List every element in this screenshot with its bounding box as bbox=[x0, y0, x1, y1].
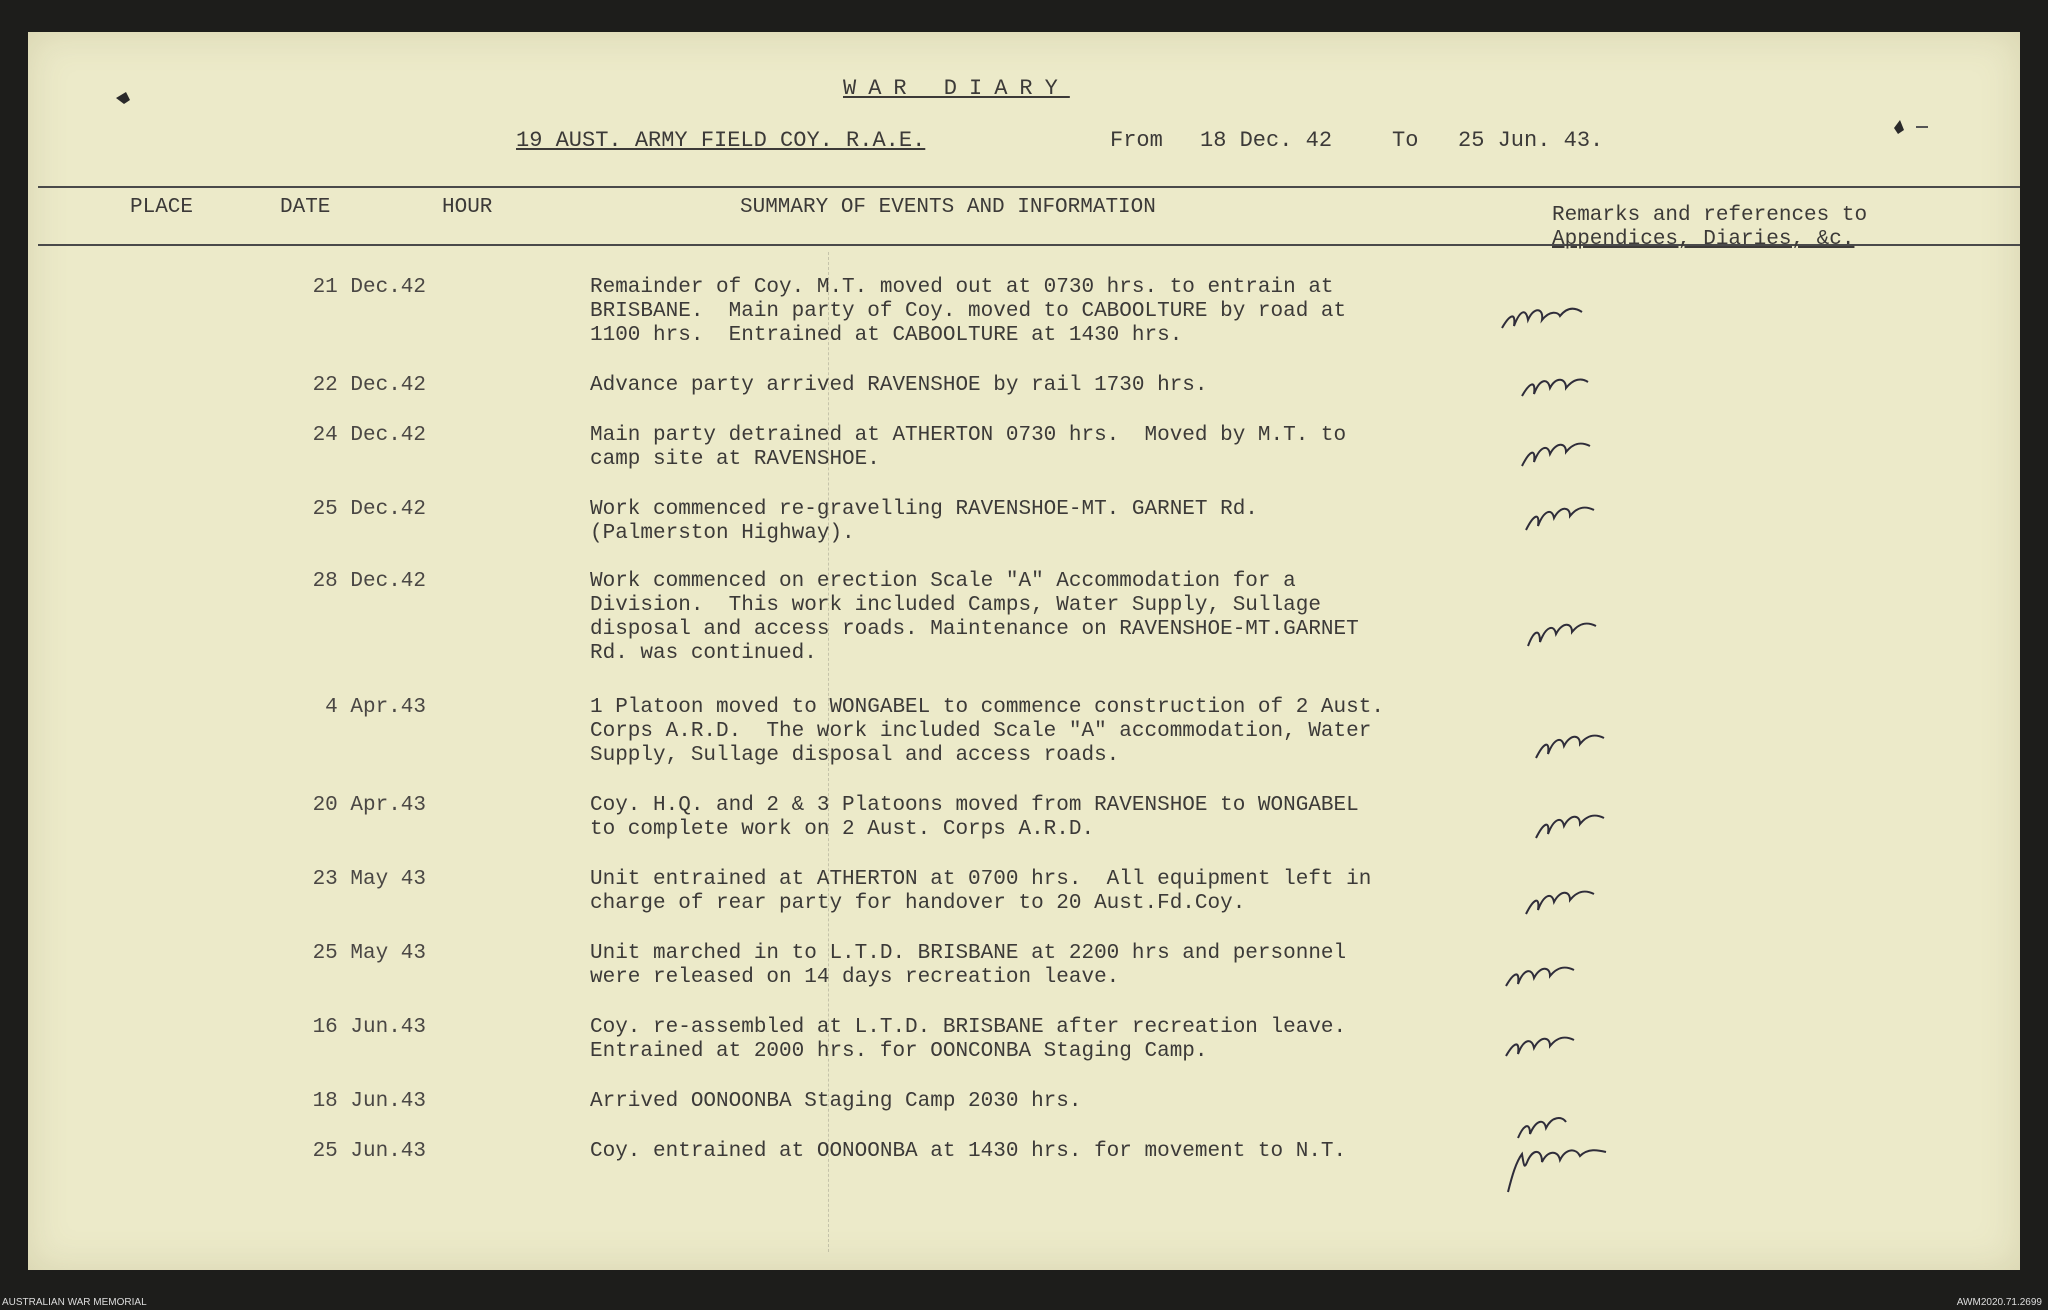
entry-date: 16 Jun.43 bbox=[312, 1016, 426, 1039]
handwritten-initials bbox=[1502, 1026, 1592, 1072]
entry-text: Main party detrained at ATHERTON 0730 hrs. Moved by M.T. to camp site at RAVENSHOE. bbox=[590, 424, 1347, 471]
entry-date: 23 May 43 bbox=[312, 868, 426, 891]
entry-text: Advance party arrived RAVENSHOE by rail 1730 hrs. bbox=[590, 374, 1208, 397]
column-remarks-line1: Remarks and references to bbox=[1552, 204, 1868, 227]
to-label: To bbox=[1392, 128, 1419, 153]
handwritten-initials bbox=[1532, 722, 1622, 768]
entry-text: Work commenced re-gravelling RAVENSHOE-MT. GARNET Rd. (Palmerston Highway). bbox=[590, 498, 1258, 545]
entry-date: 28 Dec.42 bbox=[312, 570, 426, 593]
entry-text: Arrived OONOONBA Staging Camp 2030 hrs. bbox=[590, 1090, 1082, 1113]
handwritten-initials bbox=[1522, 494, 1612, 540]
handwritten-initials bbox=[1502, 1140, 1612, 1200]
from-date: 18 Dec. 42 bbox=[1200, 128, 1333, 153]
handwritten-initials bbox=[1518, 368, 1608, 414]
handwritten-initials bbox=[1518, 430, 1608, 476]
entry-date: 4 Apr.43 bbox=[325, 696, 426, 719]
diary-page bbox=[28, 32, 2020, 1270]
entry-date: 20 Apr.43 bbox=[312, 794, 426, 817]
column-date: DATE bbox=[280, 196, 331, 219]
handwritten-initials bbox=[1502, 956, 1592, 1002]
footer-accession-number: AWM2020.71.2699 bbox=[1956, 1297, 2042, 1308]
footer-archive-name: AUSTRALIAN WAR MEMORIAL bbox=[2, 1297, 147, 1308]
entry-text: Work commenced on erection Scale "A" Accommodation for a Division. This work included Camps, Water Supply, Sullage disposal and access roads. Maintenance on RAVENSHOE-MT.GARNET Rd. was continued. bbox=[590, 570, 1359, 665]
entry-date: 25 Dec.42 bbox=[312, 498, 426, 521]
entry-text: Unit entrained at ATHERTON at 0700 hrs. All equipment left in charge of rear party for handover to 20 Aust.Fd.Coy. bbox=[590, 868, 1372, 915]
ink-spot bbox=[1892, 118, 1932, 138]
entry-text: Coy. re-assembled at L.T.D. BRISBANE after recreation leave. Entrained at 2000 hrs. for OONCONBA Staging Camp. bbox=[590, 1016, 1347, 1063]
column-summary: SUMMARY OF EVENTS AND INFORMATION bbox=[740, 196, 1156, 219]
handwritten-initials bbox=[1532, 802, 1622, 848]
column-remarks bbox=[1552, 204, 1867, 252]
ink-spot bbox=[114, 88, 134, 108]
entry-text: Remainder of Coy. M.T. moved out at 0730 hrs. to entrain at BRISBANE. Main party of Coy. moved to CABOOLTURE by road at 1100 hrs. Entrained at CABOOLTURE at 1430 hrs. bbox=[590, 276, 1347, 347]
handwritten-initials bbox=[1522, 878, 1612, 924]
entry-text: Coy. entrained at OONOONBA at 1430 hrs. for movement to N.T. bbox=[590, 1140, 1347, 1163]
page-title: WAR DIARY bbox=[843, 76, 1070, 101]
column-remarks-line2: Appendices, Diaries, &c. bbox=[1552, 228, 1855, 251]
entry-date: 25 Jun.43 bbox=[312, 1140, 426, 1163]
entry-text: Coy. H.Q. and 2 & 3 Platoons moved from RAVENSHOE to WONGABEL to complete work on 2 Aust. Corps A.R.D. bbox=[590, 794, 1359, 841]
column-place: PLACE bbox=[130, 196, 194, 219]
column-hour: HOUR bbox=[442, 196, 493, 219]
from-label: From bbox=[1110, 128, 1163, 153]
entry-date: 24 Dec.42 bbox=[312, 424, 426, 447]
entry-text: 1 Platoon moved to WONGABEL to commence construction of 2 Aust. Corps A.R.D. The work included Scale "A" accommodation, Water Supply, Sullage disposal and access roads. bbox=[590, 696, 1384, 767]
handwritten-initials bbox=[1498, 294, 1588, 340]
entry-date: 22 Dec.42 bbox=[312, 374, 426, 397]
handwritten-initials bbox=[1522, 610, 1612, 656]
entry-date: 25 May 43 bbox=[312, 942, 426, 965]
header-top-rule bbox=[38, 186, 2020, 188]
entry-date: 21 Dec.42 bbox=[312, 276, 426, 299]
unit-name: 19 AUST. ARMY FIELD COY. R.A.E. bbox=[516, 128, 926, 153]
entry-text: Unit marched in to L.T.D. BRISBANE at 2200 hrs and personnel were released on 14 days recreation leave. bbox=[590, 942, 1347, 989]
to-date: 25 Jun. 43. bbox=[1458, 128, 1604, 153]
entry-date: 18 Jun.43 bbox=[312, 1090, 426, 1113]
